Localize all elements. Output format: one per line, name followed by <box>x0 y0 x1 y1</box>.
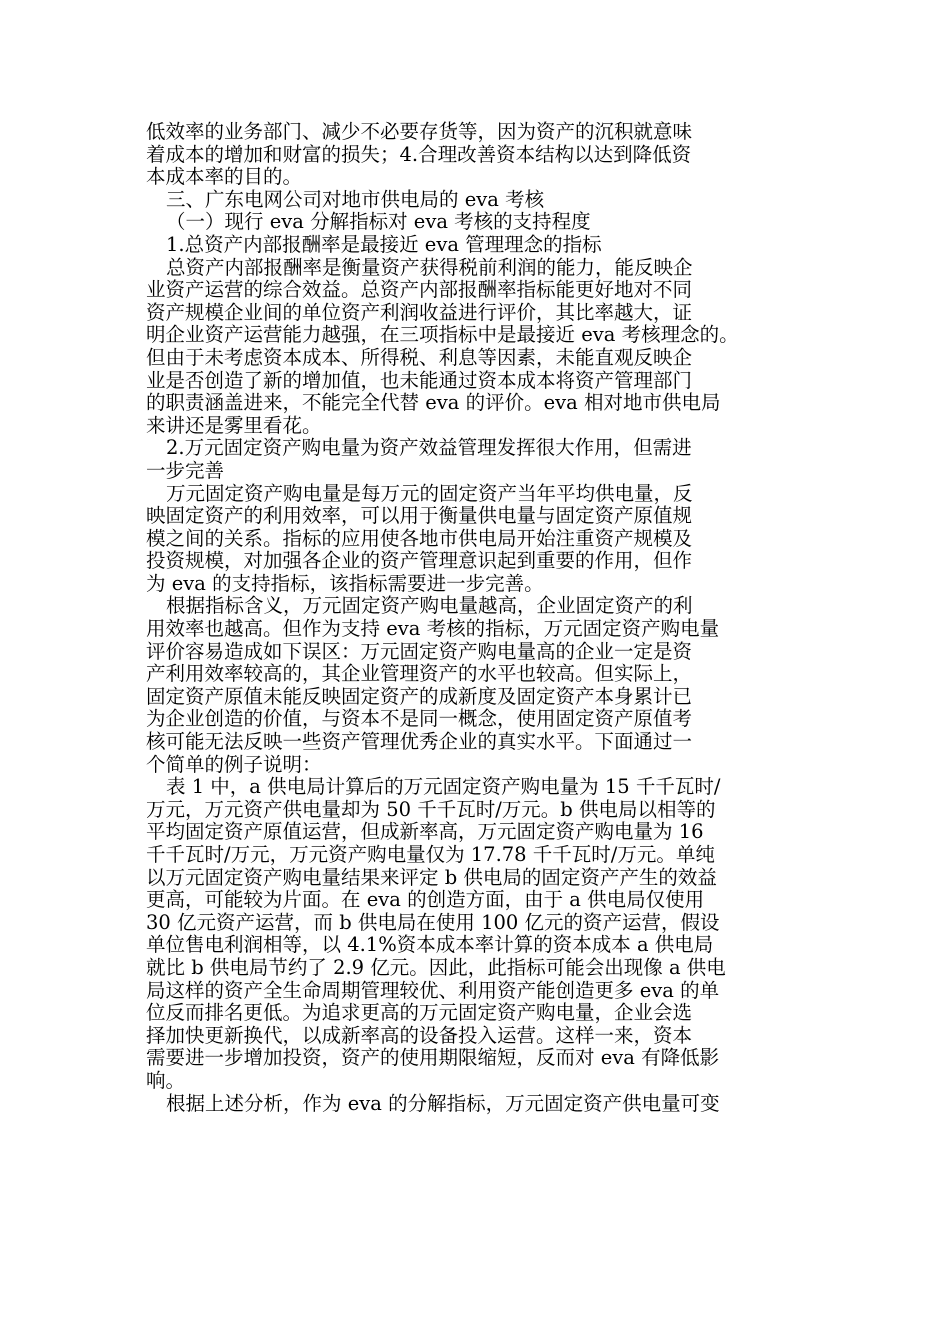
text-line: 投资规模，对加强各企业的资产管理意识起到重要的作用，但作 <box>146 549 693 573</box>
text-line: 总资产内部报酬率是衡量资产获得税前利润的能力，能反映企 <box>166 255 693 279</box>
text-line: 本成本率的目的。 <box>146 165 303 189</box>
text-line: 一步完善 <box>146 458 225 482</box>
text-line: 单位售电利润相等，以 4.1%资本成本率计算的资本成本 a 供电局 <box>146 933 714 957</box>
text-line: 局这样的资产全生命周期管理较优、利用资产能创造更多 eva 的单 <box>146 978 720 1002</box>
text-line: 评价容易造成如下误区：万元固定资产购电量高的企业一定是资 <box>146 639 693 663</box>
text-line: 平均固定资产原值运营，但成新率高，万元固定资产购电量为 16 <box>146 820 704 844</box>
text-line: 以万元固定资产购电量结果来评定 b 供电局的固定资产产生的效益 <box>146 865 717 889</box>
text-line: 2.万元固定资产购电量为资产效益管理发挥很大作用，但需进 <box>166 436 692 460</box>
text-line: 根据上述分析，作为 eva 的分解指标，万元固定资产供电量可变 <box>166 1091 720 1115</box>
text-line: 择加快更新换代，以成新率高的设备投入运营。这样一来，资本 <box>146 1023 693 1047</box>
text-line: 万元固定资产购电量是每万元的固定资产当年平均供电量，反 <box>166 481 693 505</box>
text-line: 万元，万元资产供电量却为 50 千千瓦时/万元。b 供电局以相等的 <box>146 797 716 821</box>
text-line: 但由于未考虑资本成本、所得税、利息等因素，未能直观反映企 <box>146 345 693 369</box>
text-line: 根据指标含义，万元固定资产购电量越高，企业固定资产的利 <box>166 594 693 618</box>
document-body <box>146 121 806 1115</box>
text-line: 三、广东电网公司对地市供电局的 eva 考核 <box>166 187 545 211</box>
text-line: 更高，可能较为片面。在 eva 的创造方面，由于 a 供电局仅使用 <box>146 888 705 912</box>
text-line: 千千瓦时/万元，万元资产购电量仅为 17.78 千千瓦时/万元。单纯 <box>146 843 715 866</box>
text-line: 来讲还是雾里看花。 <box>146 413 322 437</box>
text-line: 产利用效率较高的，其企业管理资产的水平也较高。但实际上， <box>146 662 693 686</box>
text-line: 低效率的业务部门、减少不必要存货等，因为资产的沉积就意味 <box>146 120 693 143</box>
text-line: 个简单的例子说明： <box>146 752 322 776</box>
text-line: 响。 <box>146 1068 186 1092</box>
text-line: 就比 b 供电局节约了 2.9 亿元。因此，此指标可能会出现像 a 供电 <box>146 955 726 979</box>
text-line: 着成本的增加和财富的损失；4.合理改善资本结构以达到降低资 <box>146 142 692 166</box>
text-line: 为 eva 的支持指标，该指标需要进一步完善。 <box>146 571 544 595</box>
text-line: 核可能无法反映一些资产管理优秀企业的真实水平。下面通过一 <box>146 730 693 754</box>
text-line: 位反而排名更低。为追求更高的万元固定资产购电量，企业会选 <box>146 1001 693 1025</box>
text-line: 为企业创造的价值，与资本不是同一概念，使用固定资产原值考 <box>146 707 693 731</box>
text-line: 模之间的关系。指标的应用使各地市供电局开始注重资产规模及 <box>146 526 693 550</box>
text-line: 表 1 中，a 供电局计算后的万元固定资产购电量为 15 千千瓦时/ <box>166 775 721 799</box>
text-line: 映固定资产的利用效率，可以用于衡量供电量与固定资产原值规 <box>146 504 693 528</box>
text-line: 1.总资产内部报酬率是最接近 eva 管理理念的指标 <box>166 232 602 256</box>
text-line: 业资产运营的综合效益。总资产内部报酬率指标能更好地对不同 <box>146 278 693 302</box>
text-line: （一）现行 eva 分解指标对 eva 考核的支持程度 <box>166 210 591 234</box>
text-line: 业是否创造了新的增加值，也未能通过资本成本将资产管理部门 <box>146 368 693 392</box>
text-line: 用效率也越高。但作为支持 eva 考核的指标，万元固定资产购电量 <box>146 617 720 641</box>
text-line: 资产规模企业间的单位资产利润收益进行评价，其比率越大，证 <box>146 300 693 324</box>
text-line: 30 亿元资产运营，而 b 供电局在使用 100 亿元的资产运营，假设 <box>146 910 720 934</box>
text-line: 需要进一步增加投资，资产的使用期限缩短，反而对 eva 有降低影 <box>146 1046 720 1070</box>
text-line: 固定资产原值未能反映固定资产的成新度及固定资产本身累计已 <box>146 684 693 708</box>
text-line: 的职责涵盖进来，不能完全代替 eva 的评价。eva 相对地市供电局 <box>146 391 721 415</box>
text-line: 明企业资产运营能力越强，在三项指标中是最接近 eva 考核理念的。 <box>146 323 739 347</box>
